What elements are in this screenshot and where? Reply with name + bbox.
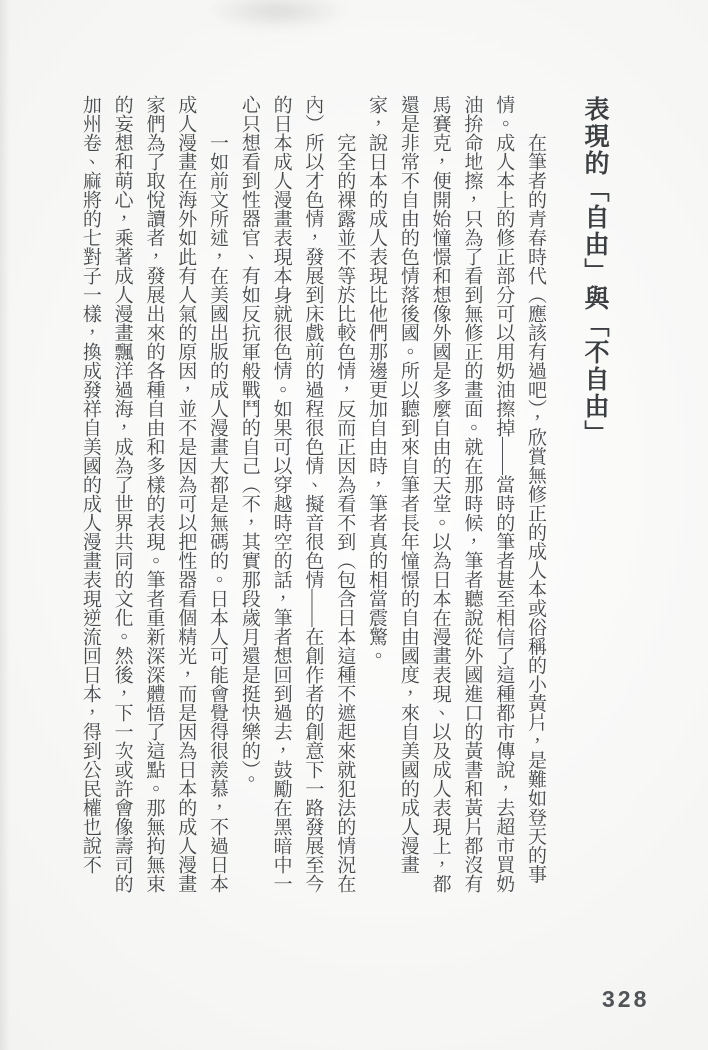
paragraph-2: 完全的裸露並不等於比較色情，反而正因為看不到（包含日本這種不遮起來就犯法的情況在內）所以才色情，發展到床戲前的過程很色情、擬音很色情——在創作者的創意下一路發展至今的日本成人漫畫表現本身就很色情。如果可以穿越時空的話，筆者想回到過去，鼓勵在黑暗中一心只想看到性器官、有如反抗軍般戰鬥的自己（不，其實那段歲月還是挺快樂的）。 (238, 95, 356, 893)
page-number: 328 (602, 986, 650, 1012)
paragraph-3: 一如前文所述，在美國出版的成人漫畫大都是無碼的。日本人可能會覺得很羨慕，不過日本成人漫畫在海外如此有人氣的原因，並不是因為可以把性器看個精光，而是因為日本的成人漫畫家們為了取悅讀者，發展出來的各種自由和多樣的表現。筆者重新深深體悟了這點。那無拘無束的妄想和萌心，乘著成人漫畫飄洋過海，成為了世界共同的文化。然後，下一次或許會像壽司的加州卷、麻將的七對子一樣，換成發祥自美國的成人漫畫表現逆流回日本，得到公民權也說不 (79, 95, 229, 893)
page-left-edge-shadow (0, 0, 10, 1050)
paragraph-1: 在筆者的青春時代（應該有過吧），欣賞無修正的成人本或俗稱的小黃片，是難如登天的事情。成人本上的修正部分可以用奶油擦掉——當時的筆者甚至相信了這種都市傳說，去超市買奶油拚命地擦，只為了看到無修正的畫面。就在那時候，筆者聽說從外國進口的黃書和黃片都沒有馬賽克，便開始憧憬和想像外國是多麼自由的天堂。以為日本在漫畫表現、以及成人表現上，都還是非常不自由的色情落後國。所以聽到來自筆者長年憧憬的自由國度，來自美國的成人漫畫家，說日本的成人表現比他們那邊更加自由時，筆者真的相當震驚。 (366, 95, 546, 893)
chapter-title: 表現的「自由」與「不自由」 (581, 96, 609, 447)
scan-smudge (205, 0, 350, 30)
body-text (74, 95, 551, 893)
